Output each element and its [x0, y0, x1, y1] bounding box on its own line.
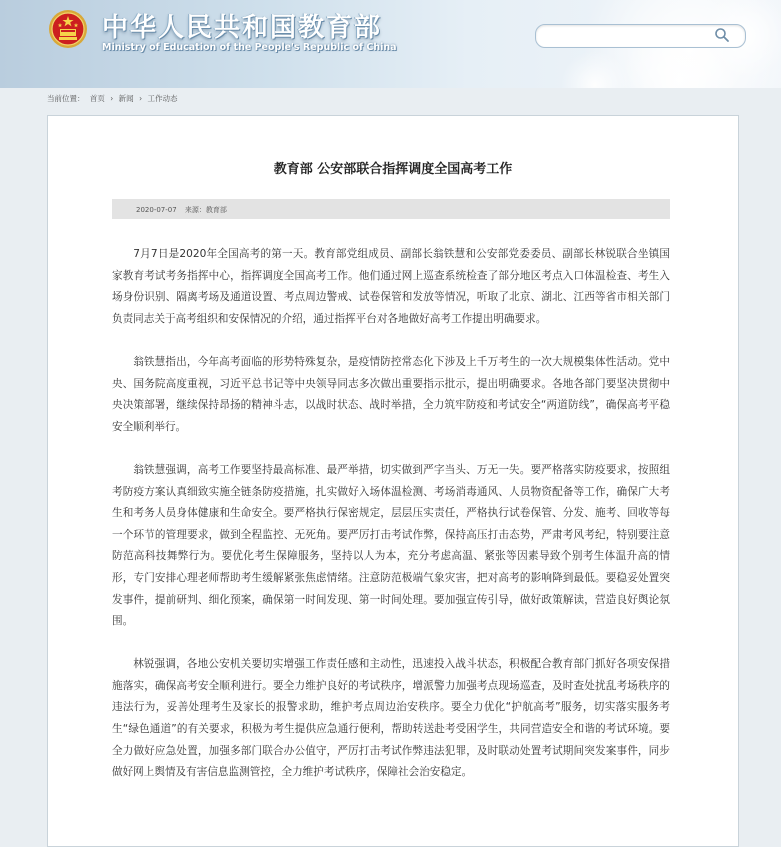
article-title: 教育部 公安部联合指挥调度全国高考工作: [273, 162, 513, 177]
breadcrumb-separator: ›: [110, 94, 114, 103]
article-paragraph: 翁铁慧指出，今年高考面临的形势特殊复杂，是疫情防控常态化下涉及上千万考生的一次大规模集体性活动。党中央、国务院高度重视，习近平总书记等中央领导同志多次做出重要指示批示，提出明确要求。各地各部门要坚决贯彻中央决策部署，继续保持昂扬的精神斗志，以战时状态、战时举措，全力筑牢防疫和考试安全“两道防线”，确保高考平稳安全顺利举行。: [112, 355, 670, 433]
search-icon[interactable]: [714, 27, 730, 43]
site-subtitle: Ministry of Education of the People's Republic of China: [102, 42, 397, 53]
breadcrumb-label: 当前位置：: [47, 94, 85, 103]
article-paragraph: 林锐强调，各地公安机关要切实增强工作责任感和主动性，迅速投入战斗状态，积极配合教育部门抓好各项安保措施落实，确保高考安全顺利进行。要全力维护良好的考试秩序，增派警力加强考点现场巡查，及时查处扰乱考场秩序的违法行为，妥善处理考生及家长的报警求助，维护考点周边治安秩序。要全力优化“护航高考”服务，切实落实服务考生“绿色通道”的有关要求，积极为考生提供应急通行便利，帮助转送赴考受困学生，共同营造安全和谐的考试环境。要全力做好应急处置，加强多部门联合办公值守，严厉打击考试作弊违法犯罪，及时联动处置考试期间突发案事件，同步做好网上舆情及有害信息监测管控，全力维护考试秩序，保障社会治安稳定。: [112, 658, 670, 779]
article-panel: [47, 115, 739, 847]
breadcrumb-item-work-news[interactable]: 工作动态: [147, 94, 178, 103]
article-paragraph: 7月7日是2020年全国高考的第一天。教育部党组成员、副部长翁铁慧和公安部党委委员、副部长林锐联合坐镇国家教育考试考务指挥中心，指挥调度全国高考工作。他们通过网上巡查系统检查了部分地区考点入口体温检查、考生入场身份识别、隔离考场及通道设置、考点周边警戒、试卷保管和发放等情况，听取了北京、湖北、江西等省市相关部门负责同志关于高考组织和安保情况的介绍，通过指挥平台对各地做好高考工作提出明确要求。: [112, 248, 670, 325]
article-source: 来源：教育部: [184, 206, 227, 214]
breadcrumb-item-home[interactable]: 首页: [89, 94, 105, 103]
breadcrumb-item-news[interactable]: 新闻: [118, 94, 134, 103]
breadcrumb-separator: ›: [139, 94, 143, 103]
site-title[interactable]: 中华人民共和国教育部: [102, 13, 383, 43]
article-body: [112, 244, 670, 805]
article-paragraph: 翁铁慧强调，高考工作要坚持最高标准、最严举措，切实做到严字当头、万无一失。要严格落实防疫要求，按照组考防疫方案认真细致实施全链条防疫措施，扎实做好入场体温检测、考场消毒通风、人员物资配备等工作，确保广大考生和考务人员身体健康和生命安全。要严格执行保密规定，层层压实责任，严格执行试卷保管、分发、施考、回收等每一个环节的管理要求，做到全程监控、无死角。要严厉打击考试作弊，保持高压打击态势，严肃考风考纪，特别要注意防范高科技舞弊行为。要优化考生保障服务，坚持以人为本，充分考虑高温、紧张等因素导致个别考生体温升高的情形，专门安排心理老师帮助考生缓解紧张焦虑情绪。注意防范极端气象灾害，把对高考的影响降到最低。要稳妥处置突发事件，提前研判、细化预案，确保第一时间发现、第一时间处理。要加强宣传引导，做好政策解读，营造良好舆论氛围。: [112, 463, 670, 628]
national-emblem-icon[interactable]: [48, 9, 88, 49]
site-header: [0, 0, 781, 88]
article-date: 2020-07-07: [136, 206, 177, 214]
article-meta-bar: [112, 199, 670, 219]
breadcrumb: [47, 93, 180, 104]
